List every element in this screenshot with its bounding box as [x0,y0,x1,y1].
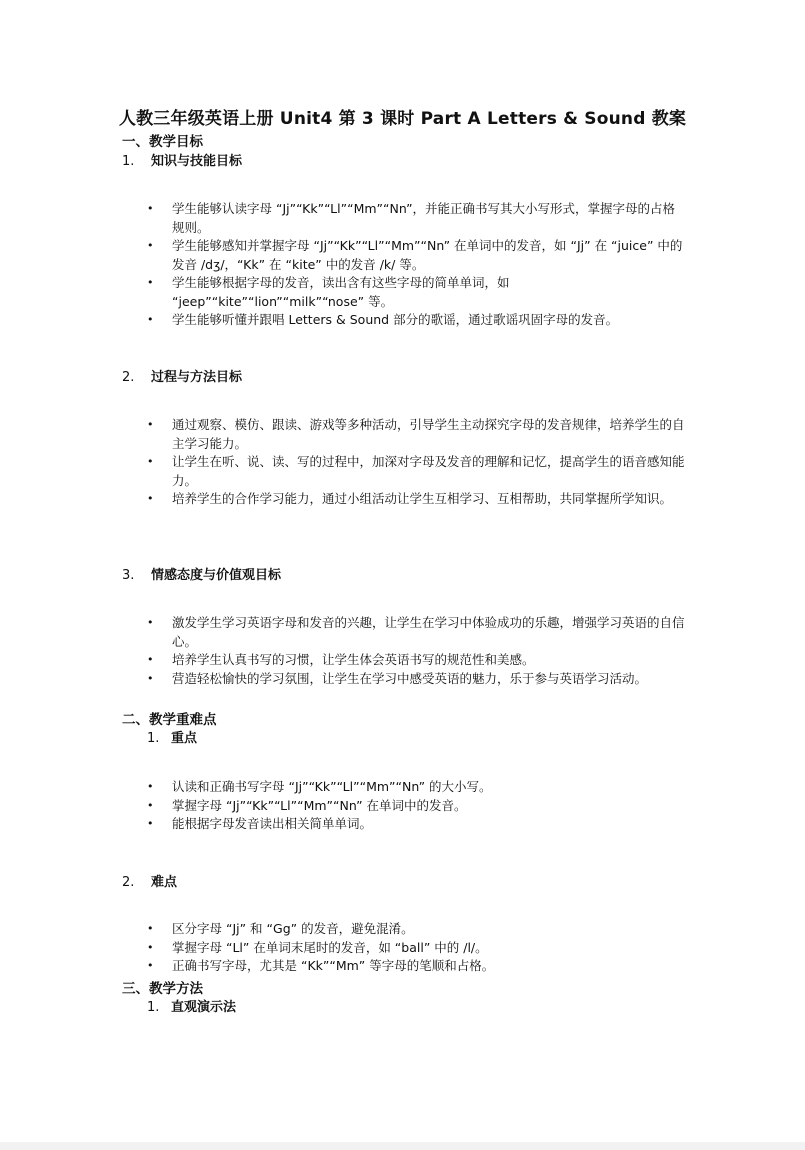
subsection-title: 重点 [171,731,198,746]
subsection-number: 1. [147,731,160,746]
bullet-list-focus [147,778,687,834]
list-item: • 通过观察、模仿、跟读、游戏等多种活动，引导学生主动探究字母的发音规律，培养学生的自主学习能力。 [147,416,687,453]
subsection-heading-process [122,366,242,385]
section-heading-methods: 三、教学方法 [122,981,203,997]
subsection-heading-focus [147,727,197,746]
list-item: • 认读和正确书写字母 “Jj”“Kk”“Ll”“Mm”“Nn” 的大小写。 [147,778,687,797]
subsection-title: 难点 [151,875,178,890]
subsection-title: 情感态度与价值观目标 [151,568,282,583]
subsection-number: 3. [122,568,135,583]
subsection-heading-demonstration [147,996,236,1015]
list-item: • 学生能够根据字母的发音，读出含有这些字母的简单单词，如 “jeep”“kite”“lion”“milk”“nose” 等。 [147,274,687,311]
bullet-list-knowledge [147,200,687,330]
subsection-title: 直观演示法 [171,1000,237,1015]
subsection-heading-attitude [122,564,281,583]
list-item: • 正确书写字母，尤其是 “Kk”“Mm” 等字母的笔顺和占格。 [147,957,687,976]
list-item: • 激发学生学习英语字母和发音的兴趣，让学生在学习中体验成功的乐趣，增强学习英语的自信心。 [147,614,687,651]
list-item: • 学生能够认读字母 “Jj”“Kk”“Ll”“Mm”“Nn”，并能正确书写其大小写形式，掌握字母的占格规则。 [147,200,687,237]
subsection-heading-knowledge [122,150,242,169]
subsection-number: 2. [122,875,135,890]
subsection-number: 2. [122,370,135,385]
bullet-list-difficulty [147,920,687,976]
list-item: • 掌握字母 “Jj”“Kk”“Ll”“Mm”“Nn” 在单词中的发音。 [147,797,687,816]
list-item: • 培养学生的合作学习能力，通过小组活动让学生互相学习、互相帮助，共同掌握所学知识。 [147,490,687,509]
section-heading-objectives: 一、教学目标 [122,134,203,150]
bullet-list-attitude [147,614,687,688]
subsection-title: 过程与方法目标 [151,370,243,385]
list-item: • 学生能够听懂并跟唱 Letters & Sound 部分的歌谣，通过歌谣巩固字母的发音。 [147,311,687,330]
document-title: 人教三年级英语上册 Unit4 第 3 课时 Part A Letters & Sound 教案 [118,109,687,129]
list-item: • 能根据字母发音读出相关简单单词。 [147,815,687,834]
list-item: • 区分字母 “Jj” 和 “Gg” 的发音，避免混淆。 [147,920,687,939]
list-item: • 培养学生认真书写的习惯，让学生体会英语书写的规范性和美感。 [147,651,687,670]
bullet-list-process [147,416,687,509]
subsection-number: 1. [147,1000,160,1015]
list-item: • 营造轻松愉快的学习氛围，让学生在学习中感受英语的魅力，乐于参与英语学习活动。 [147,670,687,689]
subsection-heading-difficulty [122,871,177,890]
subsection-title: 知识与技能目标 [151,154,243,169]
section-heading-key-points: 二、教学重难点 [122,712,217,728]
subsection-number: 1. [122,154,135,169]
list-item: • 让学生在听、说、读、写的过程中，加深对字母及发音的理解和记忆，提高学生的语音感知能力。 [147,453,687,490]
list-item: • 掌握字母 “Ll” 在单词末尾时的发音，如 “ball” 中的 /l/。 [147,939,687,958]
list-item: • 学生能够感知并掌握字母 “Jj”“Kk”“Ll”“Mm”“Nn” 在单词中的发音，如 “Jj” 在 “juice” 中的发音 /dʒ/，“Kk” 在 “kite” 中的发音 /k/ 等。 [147,237,687,274]
